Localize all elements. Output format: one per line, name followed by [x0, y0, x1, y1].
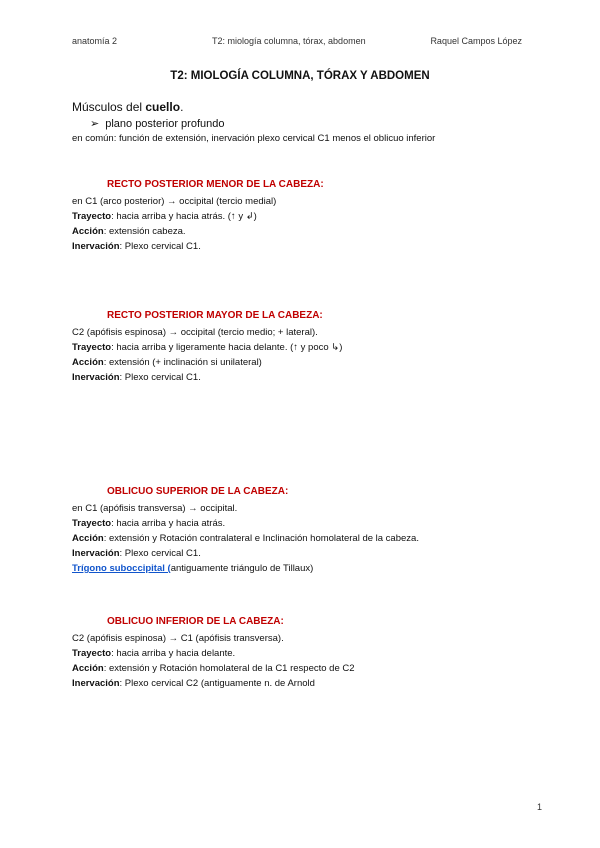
inervacion-line	[72, 546, 419, 561]
inervacion-text: : Plexo cervical C1.	[119, 548, 201, 559]
bullet-line	[90, 117, 435, 130]
inervacion-line	[72, 370, 342, 385]
inervacion-text: : Plexo cervical C2 (antiguamente n. de Arnold	[119, 678, 315, 689]
accion-text: : extensión y Rotación contralateral e Inclinación homolateral de la cabeza.	[103, 533, 419, 544]
trayecto-text: : hacia arriba y ligeramente hacia delante. (↑ y poco ↳)	[111, 342, 343, 353]
trayecto-label: Trayecto	[72, 211, 112, 222]
inervacion-text: : Plexo cervical C1.	[119, 241, 201, 252]
intro-suffix: .	[180, 100, 184, 114]
section-heading: RECTO POSTERIOR MENOR DE LA CABEZA:	[107, 179, 324, 190]
inervacion-line	[72, 676, 355, 691]
intro	[72, 100, 435, 144]
accion-text: : extensión y Rotación homolateral de la C1 respecto de C2	[103, 663, 355, 674]
trayecto-text: : hacia arriba y hacia delante.	[111, 648, 236, 659]
trayecto-text: : hacia arriba y hacia atrás.	[111, 518, 226, 529]
origin-line: en C1 (arco posterior) → occipital (tercio medial)	[72, 196, 277, 207]
accion-text: : extensión (+ inclinación si unilateral)	[103, 357, 262, 368]
trayecto-label: Trayecto	[72, 342, 112, 353]
header-center: T2: miología columna, tórax, abdomen	[212, 36, 366, 46]
trayecto-label: Trayecto	[72, 518, 112, 529]
inervacion-label: Inervación	[72, 548, 120, 559]
trayecto-line	[72, 209, 324, 224]
section-oblicuo-inferior	[72, 614, 355, 691]
arrow-bullet-icon: ➢	[90, 118, 100, 130]
section-heading: RECTO POSTERIOR MAYOR DE LA CABEZA:	[107, 310, 323, 321]
header-right: Raquel Campos López	[430, 36, 522, 46]
page-number: 1	[536, 802, 542, 812]
accion-label: Acción	[72, 663, 104, 674]
section-recto-mayor	[72, 308, 342, 385]
trigono-suboccipital-link[interactable]: Trígono suboccipital (	[72, 563, 171, 574]
section-oblicuo-superior	[72, 484, 419, 576]
accion-label: Acción	[72, 226, 104, 237]
trayecto-line	[72, 516, 419, 531]
bullet-text: plano posterior profundo	[105, 118, 225, 130]
trigono-line	[72, 561, 419, 576]
accion-line	[72, 531, 419, 546]
trayecto-line	[72, 646, 355, 661]
trayecto-line	[72, 340, 342, 355]
common-note: en común: función de extensión, inervación plexo cervical C1 menos el oblicuo inferior	[72, 133, 436, 144]
accion-label: Acción	[72, 357, 104, 368]
inervacion-text: : Plexo cervical C1.	[119, 372, 201, 383]
section-heading: OBLICUO SUPERIOR DE LA CABEZA:	[107, 486, 289, 497]
intro-bold: cuello	[145, 100, 181, 114]
trigono-suffix: antiguamente triángulo de Tillaux)	[170, 563, 314, 574]
intro-line	[72, 100, 435, 114]
accion-label: Acción	[72, 533, 104, 544]
accion-line	[72, 355, 342, 370]
trayecto-text: : hacia arriba y hacia atrás. (↑ y ↲)	[111, 211, 257, 222]
accion-text: : extensión cabeza.	[103, 226, 186, 237]
page-title: T2: MIOLOGÍA COLUMNA, TÓRAX Y ABDOMEN	[170, 70, 430, 82]
intro-prefix: Músculos del	[72, 100, 146, 114]
accion-line	[72, 224, 324, 239]
inervacion-line	[72, 239, 324, 254]
section-heading: OBLICUO INFERIOR DE LA CABEZA:	[107, 616, 284, 627]
header-left: anatomía 2	[72, 36, 118, 46]
inervacion-label: Inervación	[72, 241, 120, 252]
inervacion-label: Inervación	[72, 678, 120, 689]
accion-line	[72, 661, 355, 676]
origin-line: C2 (apófisis espinosa) → C1 (apófisis transversa).	[72, 633, 284, 644]
origin-line: C2 (apófisis espinosa) → occipital (tercio medio; + lateral).	[72, 327, 318, 338]
trayecto-label: Trayecto	[72, 648, 112, 659]
inervacion-label: Inervación	[72, 372, 120, 383]
section-recto-menor	[72, 177, 324, 254]
origin-line: en C1 (apófisis transversa) → occipital.	[72, 503, 238, 514]
